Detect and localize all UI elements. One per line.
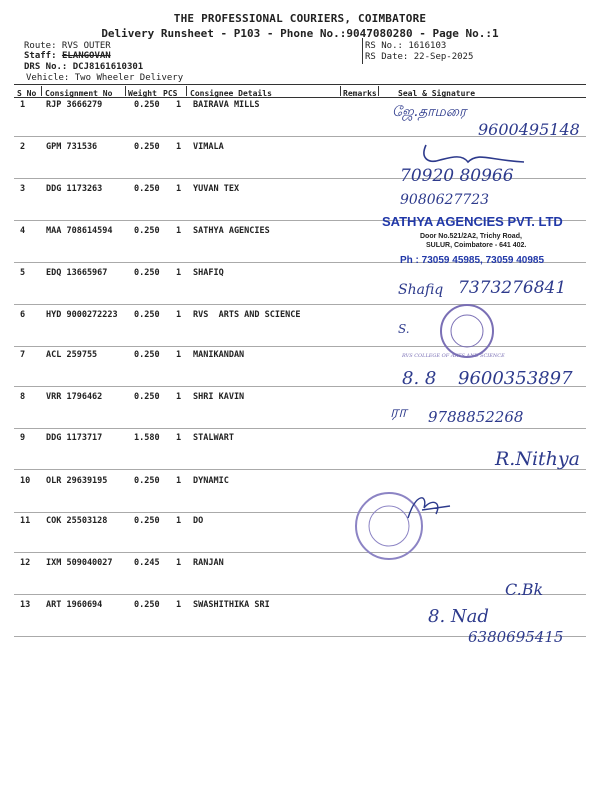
row-separator xyxy=(14,304,586,305)
signature-7-initials: 8. 8 xyxy=(402,368,437,389)
header-bottom-rule xyxy=(14,97,586,98)
drs-label: DRS No.: DCJ8161610301 xyxy=(24,62,144,72)
signature-12-name: C.Bk xyxy=(505,580,544,599)
row-consignee: RANJAN xyxy=(193,558,224,568)
row-consignment: DDG 1173717 xyxy=(46,433,103,443)
row-weight: 0.250 xyxy=(134,142,160,152)
table-row xyxy=(0,310,600,350)
header-top-rule xyxy=(14,84,586,85)
company-title: THE PROFESSIONAL COURIERS, COIMBATORE xyxy=(173,12,427,25)
row-weight: 1.580 xyxy=(134,433,160,443)
row-consignee: DYNAMIC xyxy=(193,476,229,486)
vehicle-label: Vehicle: Two Wheeler Delivery xyxy=(26,73,184,83)
row-pcs: 1 xyxy=(176,350,182,360)
row-consignee: VIMALA xyxy=(193,142,224,152)
row-pcs: 1 xyxy=(176,268,182,278)
staff-label: Staff: ELANGOVAN xyxy=(24,51,111,61)
row-pcs: 1 xyxy=(176,142,182,152)
row-weight: 0.250 xyxy=(134,268,160,278)
row-weight: 0.250 xyxy=(134,476,160,486)
staff-value: ELANGOVAN xyxy=(61,51,111,61)
row-consignment: ART 1960694 xyxy=(46,600,103,610)
row-pcs: 1 xyxy=(176,433,182,443)
row-consignment: COK 25503128 xyxy=(46,516,108,526)
row-consignment: GPM 731536 xyxy=(46,142,98,152)
row-consignee: DO xyxy=(193,516,204,526)
signature-13-initials: 8. Nad xyxy=(428,606,489,627)
row-weight: 0.250 xyxy=(134,516,160,526)
row-consignment: DDG 1173263 xyxy=(46,184,103,194)
signature-3-phone: 9080627723 xyxy=(400,192,490,208)
row-sno: 4 xyxy=(20,226,26,236)
signature-1-name: ஜே.தாமரை xyxy=(392,104,467,120)
signature-7-phone: 9600353897 xyxy=(458,368,573,389)
row-pcs: 1 xyxy=(176,226,182,236)
row-weight: 0.250 xyxy=(134,600,160,610)
signature-8-phone: 9788852268 xyxy=(428,408,524,426)
row-sno: 8 xyxy=(20,392,26,402)
row-consignment: ACL 259755 xyxy=(46,350,98,360)
seal-6-text: RVS COLLEGE OF ARTS AND SCIENCE xyxy=(402,353,505,359)
row-sno: 5 xyxy=(20,268,26,278)
row-consignment: MAA 708614594 xyxy=(46,226,113,236)
row-pcs: 1 xyxy=(176,558,182,568)
row-pcs: 1 xyxy=(176,476,182,486)
row-weight: 0.245 xyxy=(134,558,160,568)
row-separator xyxy=(14,512,586,513)
row-pcs: 1 xyxy=(176,184,182,194)
seal-ring-icon xyxy=(442,306,492,356)
row-separator xyxy=(14,346,586,347)
meta-divider xyxy=(362,38,363,64)
row-consignee: SHRI KAVIN xyxy=(193,392,245,402)
row-weight: 0.250 xyxy=(134,184,160,194)
table-row xyxy=(0,476,600,516)
row-pcs: 1 xyxy=(176,100,182,110)
signature-9-name: R.Nithya xyxy=(495,448,580,470)
row-sno: 3 xyxy=(20,184,26,194)
signature-8-initials: ரா xyxy=(390,402,407,421)
row-consignment: RJP 3666279 xyxy=(46,100,103,110)
row-sno: 12 xyxy=(20,558,31,568)
signature-5-name: Shafiq xyxy=(398,282,444,298)
signature-13-phone: 6380695415 xyxy=(468,628,564,646)
row-sno: 6 xyxy=(20,310,26,320)
header-divider xyxy=(125,86,126,96)
row-consignment: IXM 509040027 xyxy=(46,558,113,568)
rvs-college-seal xyxy=(440,304,494,358)
col-seal-signature: Seal & Signature xyxy=(398,89,476,98)
row-separator xyxy=(14,428,586,429)
row-weight: 0.250 xyxy=(134,226,160,236)
row-sno: 13 xyxy=(20,600,31,610)
header-divider xyxy=(378,86,379,96)
col-sno: S No xyxy=(17,89,37,98)
row-pcs: 1 xyxy=(176,392,182,402)
row-weight: 0.250 xyxy=(134,310,160,320)
route-label: Route: RVS OUTER xyxy=(24,41,111,51)
row-consignment: HYD 9000272223 xyxy=(46,310,118,320)
col-weight: Weight xyxy=(128,89,157,98)
row-sno: 2 xyxy=(20,142,26,152)
sathya-agencies-stamp: SATHYA AGENCIES PVT. LTD Door No.521/2A2, Trichy Road, SULUR, Coimbatore - 641 402. Ph : 73059 45985, 73059 40985 xyxy=(382,214,563,266)
row-consignee: MANIKANDAN xyxy=(193,350,245,360)
row-consignee: SATHYA AGENCIES xyxy=(193,226,270,236)
signature-2-phone: 70920 80966 xyxy=(400,166,514,186)
row-consignee: SHAFIQ xyxy=(193,268,224,278)
rs-number: RS No.: 1616103 xyxy=(365,41,447,51)
row-sno: 10 xyxy=(20,476,31,486)
col-consignee: Consignee Details xyxy=(190,89,272,98)
row-weight: 0.250 xyxy=(134,350,160,360)
table-row xyxy=(0,516,600,556)
row-pcs: 1 xyxy=(176,310,182,320)
row-weight: 0.250 xyxy=(134,100,160,110)
row-separator xyxy=(14,594,586,595)
signature-6-initials: S. xyxy=(398,322,410,336)
row-consignee: BAIRAVA MILLS xyxy=(193,100,260,110)
runsheet-subtitle: Delivery Runsheet - P103 - Phone No.:9047080280 - Page No.:1 xyxy=(101,27,499,40)
row-consignment: EDQ 13665967 xyxy=(46,268,108,278)
col-pcs: PCS xyxy=(163,89,178,98)
header-divider xyxy=(340,86,341,96)
row-separator xyxy=(14,552,586,553)
signature-1-phone: 9600495148 xyxy=(478,120,580,139)
row-consignment: OLR 29639195 xyxy=(46,476,108,486)
row-consignment: VRR 1796462 xyxy=(46,392,103,402)
row-sno: 7 xyxy=(20,350,26,360)
row-weight: 0.250 xyxy=(134,392,160,402)
rs-date: RS Date: 22-Sep-2025 xyxy=(365,52,474,62)
row-consignee: YUVAN TEX xyxy=(193,184,240,194)
signature-10-scribble xyxy=(402,488,462,528)
row-consignee: SWASHITHIKA SRI xyxy=(193,600,270,610)
row-sno: 11 xyxy=(20,516,31,526)
row-pcs: 1 xyxy=(176,516,182,526)
col-remarks: Remarks xyxy=(343,89,377,98)
row-sno: 9 xyxy=(20,433,26,443)
header-divider xyxy=(186,86,187,96)
row-consignee: STALWART xyxy=(193,433,234,443)
row-sno: 1 xyxy=(20,100,26,110)
row-consignee: RVS ARTS AND SCIENCE xyxy=(193,310,301,320)
signature-5-phone: 7373276841 xyxy=(458,278,567,298)
row-pcs: 1 xyxy=(176,600,182,610)
header-divider xyxy=(41,86,42,96)
col-consignment: Consignment No xyxy=(45,89,113,98)
